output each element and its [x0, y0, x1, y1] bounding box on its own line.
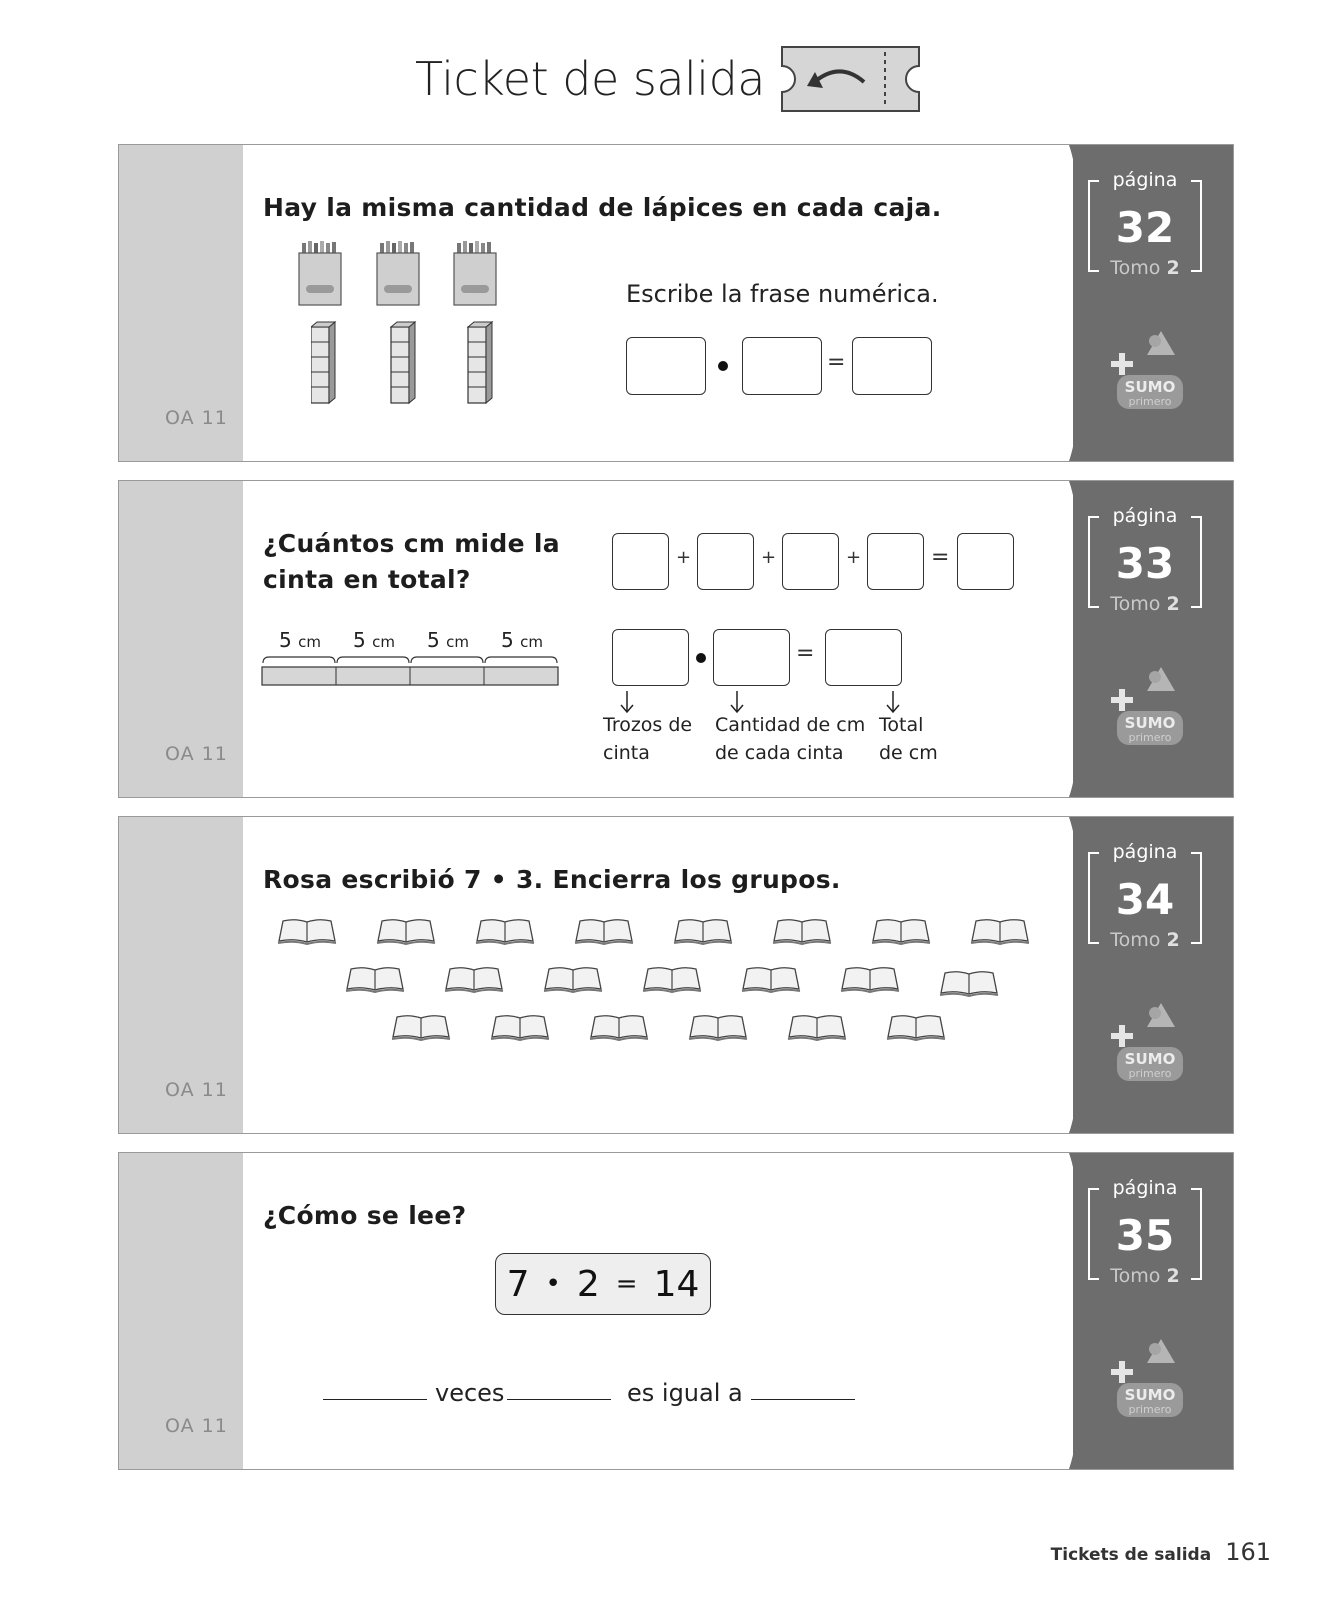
- svg-text:SUMO: SUMO: [1124, 714, 1176, 732]
- tomo-label: Tomo 2: [1110, 929, 1180, 951]
- book-icon: [940, 972, 998, 996]
- exit-ticket-card-32: [118, 144, 1234, 462]
- book-icon: [346, 968, 404, 992]
- book-icon: [841, 968, 899, 992]
- cube-tower-icon: [468, 322, 492, 403]
- equals-sign: =: [827, 350, 846, 375]
- ticket-return-icon: [779, 44, 924, 114]
- book-icon: [773, 920, 831, 944]
- answer-box-factor-2[interactable]: [742, 337, 822, 395]
- footer-page-number: 161: [1225, 1538, 1271, 1566]
- label-total: Total de cm: [879, 714, 938, 764]
- book-icon: [887, 1016, 945, 1040]
- question-text: Hay la misma cantidad de lápices en cada caja.: [263, 193, 942, 222]
- tomo-label: Tomo 2: [1110, 1265, 1180, 1287]
- page-number: 33: [1115, 539, 1175, 588]
- question-line-2: cinta en total?: [263, 565, 471, 594]
- plus-sign: +: [676, 547, 692, 568]
- expression-box: [495, 1253, 711, 1315]
- page-reference-panel: [1073, 145, 1233, 461]
- addend-box-3[interactable]: [782, 533, 839, 590]
- sumo-primero-logo: [1111, 327, 1191, 413]
- addend-box-1[interactable]: [612, 533, 669, 590]
- page-title-text: Ticket de salida: [415, 52, 765, 106]
- equals-sign: =: [796, 641, 815, 666]
- crayon-boxes: [294, 237, 534, 307]
- page-reference: [1087, 1177, 1203, 1287]
- sumo-primero-logo: [1111, 1335, 1191, 1421]
- oa-label: OA 11: [165, 743, 228, 765]
- page-reference: [1087, 841, 1203, 951]
- expression-factor-b: 2: [576, 1263, 600, 1305]
- book-icon: [971, 920, 1029, 944]
- label-pieces: Trozos de cinta: [603, 714, 693, 764]
- exit-ticket-card-35: [118, 1152, 1234, 1470]
- book-icon: [590, 1016, 648, 1040]
- svg-text:primero: primero: [1128, 1403, 1172, 1416]
- blank-line-1[interactable]: [323, 1399, 427, 1400]
- footer: [1051, 1538, 1271, 1566]
- book-icon: [392, 1016, 450, 1040]
- oa-label: OA 11: [165, 1415, 228, 1437]
- svg-text:SUMO: SUMO: [1124, 1386, 1176, 1404]
- footer-section-label: Tickets de salida: [1050, 1545, 1212, 1565]
- page-number: 34: [1115, 875, 1175, 924]
- exit-ticket-card-33: [118, 480, 1234, 798]
- book-icon: [674, 920, 732, 944]
- page-label: página: [1112, 1177, 1178, 1199]
- tape-label-3: 5 cm: [427, 628, 469, 652]
- blank-line-2[interactable]: [507, 1399, 611, 1400]
- page-reference-panel: [1073, 817, 1233, 1133]
- multiply-dot: [696, 653, 706, 663]
- book-icon: [544, 968, 602, 992]
- expression-equals: =: [615, 1269, 638, 1299]
- crayon-box-icon: [299, 241, 341, 305]
- sumo-primero-logo: [1111, 663, 1191, 749]
- page-reference: [1087, 505, 1203, 615]
- books-grid: [277, 917, 1047, 1057]
- book-icon: [476, 920, 534, 944]
- cube-towers: [311, 321, 511, 407]
- addend-box-4[interactable]: [867, 533, 924, 590]
- tape-strip: [261, 653, 561, 689]
- factor-box-cm-each[interactable]: [713, 629, 790, 686]
- question-text: ¿Cómo se lee?: [263, 1201, 467, 1230]
- page-label: página: [1112, 841, 1178, 863]
- page-reference-panel: [1073, 481, 1233, 797]
- oa-label: OA 11: [165, 1079, 228, 1101]
- page-reference: [1087, 169, 1203, 279]
- arrow-down-icon: [731, 691, 743, 712]
- book-icon: [742, 968, 800, 992]
- plus-sign: +: [846, 547, 862, 568]
- svg-text:SUMO: SUMO: [1124, 378, 1176, 396]
- blank-line-3[interactable]: [751, 1399, 855, 1400]
- page-label: página: [1112, 169, 1178, 191]
- page-number: 32: [1115, 203, 1175, 252]
- book-icon: [689, 1016, 747, 1040]
- crayon-box-icon: [377, 241, 419, 305]
- book-icon: [643, 968, 701, 992]
- svg-text:primero: primero: [1128, 731, 1172, 744]
- page-reference-panel: [1073, 1153, 1233, 1469]
- label-cm-each: Cantidad de cm de cada cinta: [715, 714, 866, 764]
- product-box-total[interactable]: [825, 629, 902, 686]
- cube-tower-icon: [391, 322, 415, 403]
- book-icon: [872, 920, 930, 944]
- page-number: 35: [1115, 1211, 1175, 1260]
- tape-label-4: 5 cm: [501, 628, 543, 652]
- cube-tower-icon: [311, 322, 335, 403]
- book-icon: [377, 920, 435, 944]
- arrow-down-icon: [887, 691, 899, 712]
- page-label: página: [1112, 505, 1178, 527]
- expression-operator: •: [545, 1269, 561, 1299]
- equals-sign: =: [931, 545, 950, 570]
- book-icon: [491, 1016, 549, 1040]
- book-icon: [788, 1016, 846, 1040]
- svg-text:SUMO: SUMO: [1124, 1050, 1176, 1068]
- word-veces: veces: [435, 1379, 505, 1407]
- page-title: [0, 44, 1339, 114]
- tomo-label: Tomo 2: [1110, 593, 1180, 615]
- sumo-primero-logo: [1111, 999, 1191, 1085]
- book-icon: [445, 968, 503, 992]
- tape-label-1: 5 cm: [279, 628, 321, 652]
- svg-text:primero: primero: [1128, 1067, 1172, 1080]
- book-icon: [278, 920, 336, 944]
- crayon-box-icon: [454, 241, 496, 305]
- exit-ticket-card-34: [118, 816, 1234, 1134]
- oa-label: OA 11: [165, 407, 228, 429]
- multiply-dot: [718, 361, 728, 371]
- factor-box-pieces[interactable]: [612, 629, 689, 686]
- plus-sign: +: [761, 547, 777, 568]
- sum-box[interactable]: [957, 533, 1014, 590]
- arrow-down-icon: [621, 691, 633, 712]
- answer-box-factor-1[interactable]: [626, 337, 706, 395]
- addend-box-2[interactable]: [697, 533, 754, 590]
- answer-box-product[interactable]: [852, 337, 932, 395]
- expression-result: 14: [653, 1263, 700, 1305]
- svg-text:primero: primero: [1128, 395, 1172, 408]
- tape-label-2: 5 cm: [353, 628, 395, 652]
- tomo-label: Tomo 2: [1110, 257, 1180, 279]
- word-es-igual-a: es igual a: [627, 1379, 743, 1407]
- question-text: Rosa escribió 7 • 3. Encierra los grupos.: [263, 865, 841, 894]
- book-icon: [575, 920, 633, 944]
- question-line-1: ¿Cuántos cm mide la: [263, 529, 560, 558]
- instruction-text: Escribe la frase numérica.: [626, 280, 939, 308]
- expression-factor-a: 7: [506, 1263, 530, 1305]
